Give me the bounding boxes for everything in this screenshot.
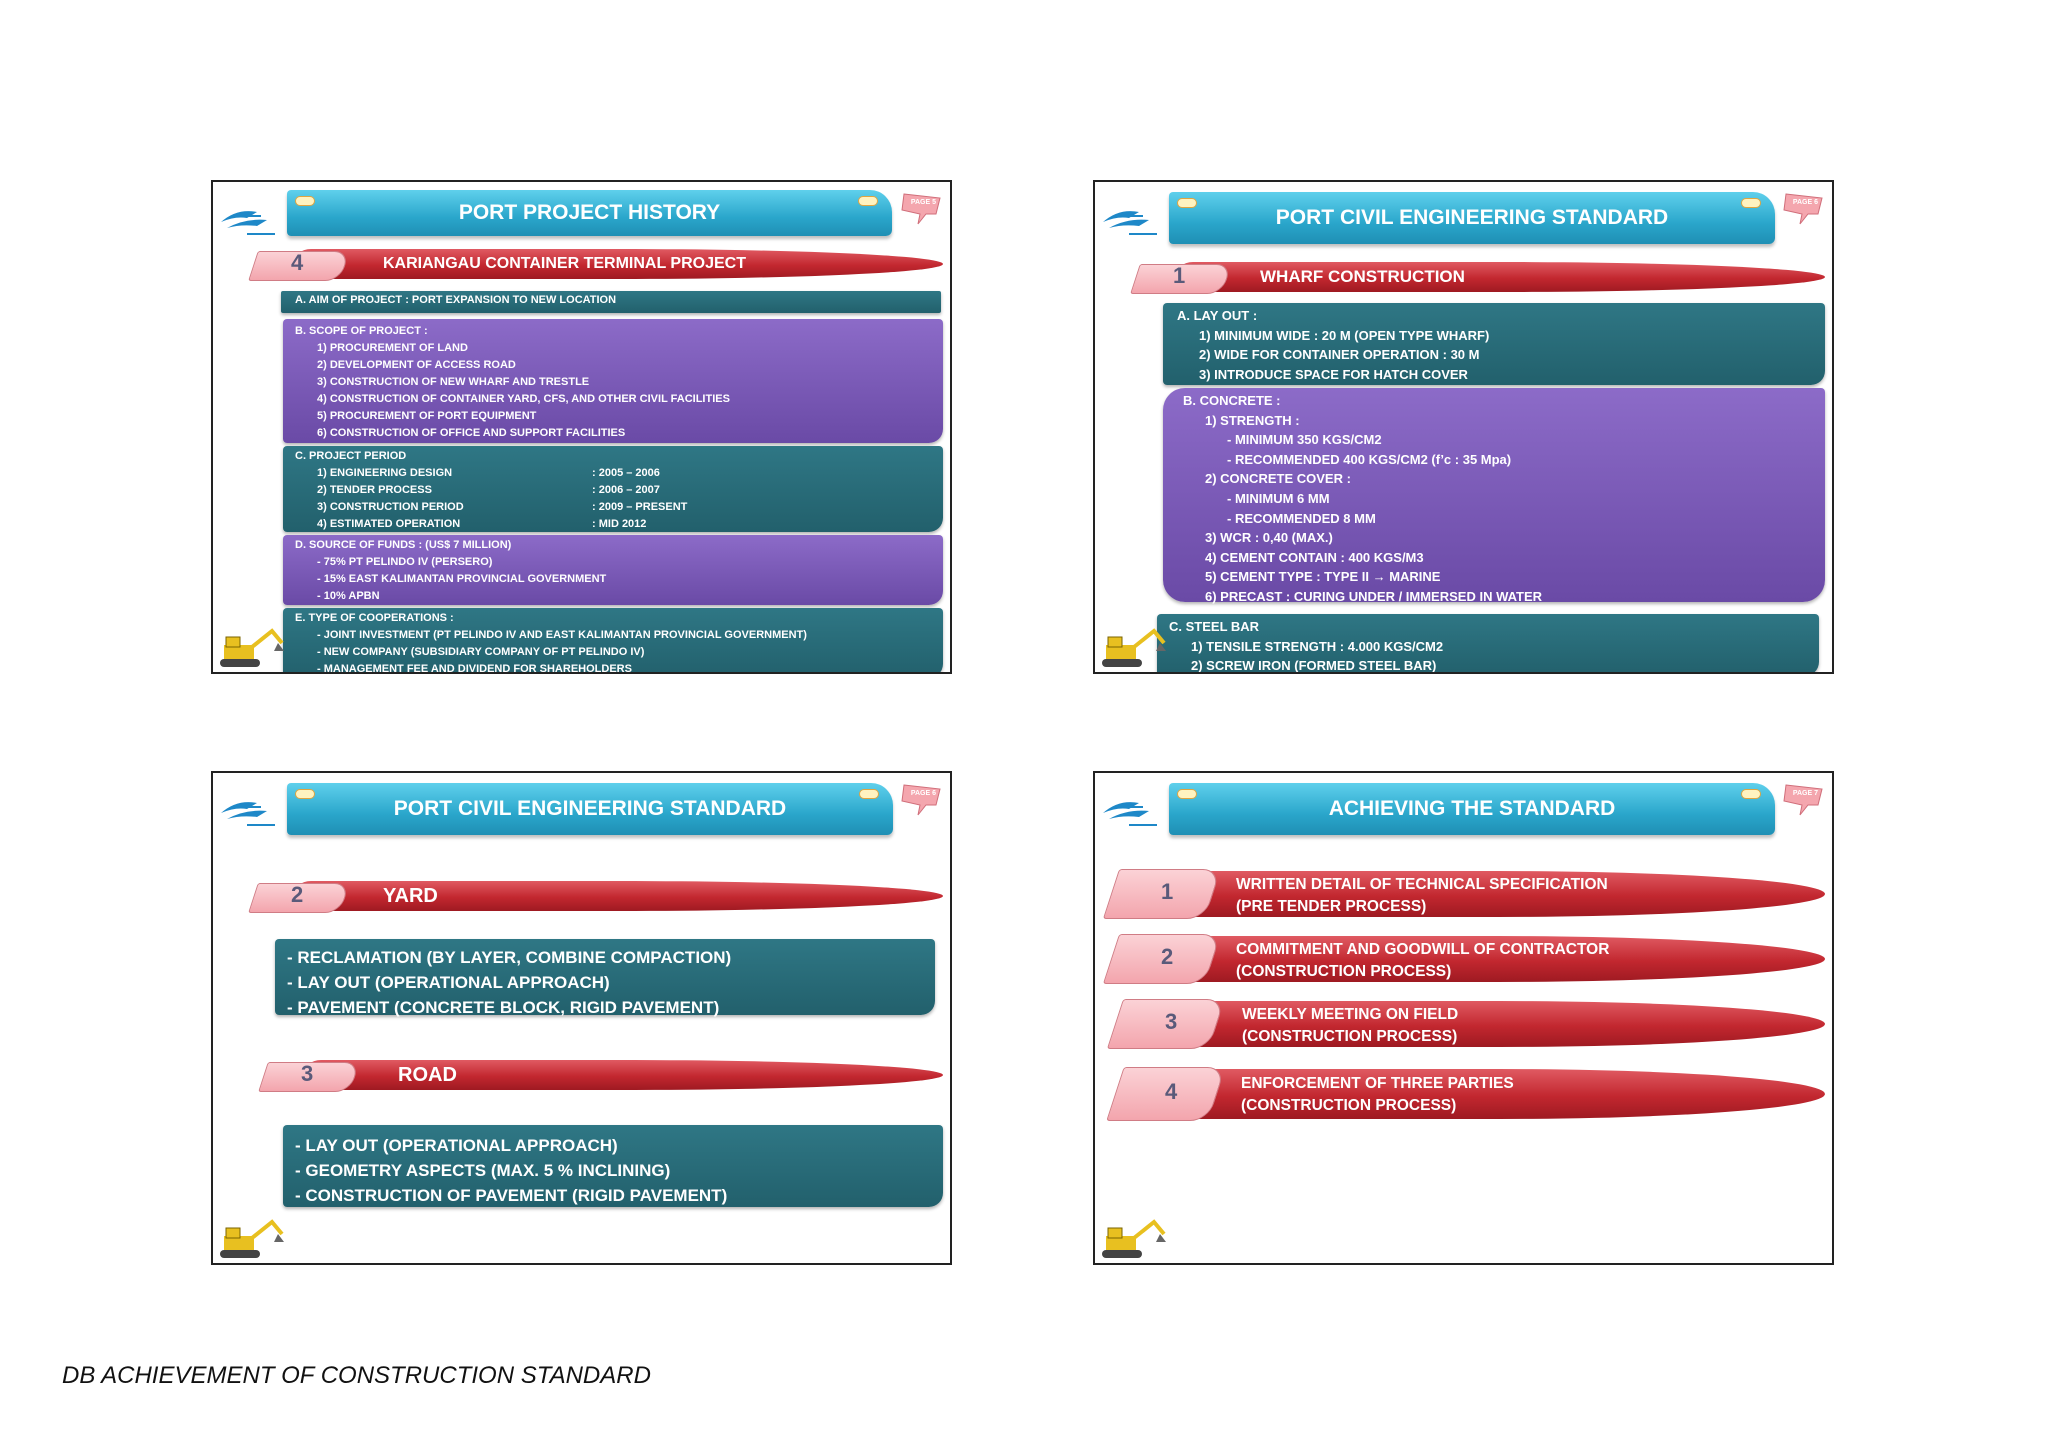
concrete-line: 1) STRENGTH : (1205, 412, 1300, 428)
concrete-line: - MINIMUM 350 KGS/CM2 (1227, 432, 1382, 448)
period-value: : MID 2012 (592, 518, 647, 530)
slide-title-banner (287, 783, 893, 835)
coop-item: - MANAGEMENT FEE AND DIVIDEND FOR SHAREHOLDERS (317, 663, 632, 674)
slide-port-project-history (211, 180, 952, 674)
page-tag-icon (1782, 190, 1826, 226)
scope-item: 5) PROCUREMENT OF PORT EQUIPMENT (317, 410, 537, 422)
company-logo-icon (217, 791, 279, 831)
yard-box (275, 939, 935, 1015)
concrete-line: - RECOMMENDED 8 MM (1227, 510, 1376, 526)
period-value: : 2005 – 2006 (592, 467, 660, 479)
achieve-number: 1 (1161, 879, 1174, 904)
aim-text: A. AIM OF PROJECT : PORT EXPANSION TO NEW LOCATION (295, 294, 617, 306)
section-ribbon (1135, 260, 1825, 294)
page-tag-label: PAGE 6 (1792, 199, 1818, 206)
period-row (317, 516, 943, 533)
concrete-box (1163, 388, 1825, 602)
period-label: 4) ESTIMATED OPERATION (317, 518, 461, 530)
yard-number: 2 (291, 882, 304, 907)
achieve-line2: (CONSTRUCTION PROCESS) (1236, 963, 1452, 980)
layout-box (1163, 303, 1825, 385)
slide-title-banner (287, 190, 892, 236)
period-label: 1) ENGINEERING DESIGN (317, 467, 453, 479)
yard-title: YARD (383, 884, 438, 907)
slide-wharf-standard (1093, 180, 1834, 674)
slide-title: ACHIEVING THE STANDARD (1328, 797, 1616, 820)
concrete-line: 3) WCR : 0,40 (MAX.) (1205, 530, 1333, 546)
road-title: ROAD (398, 1063, 457, 1086)
page-tag-icon (900, 781, 944, 817)
layout-item: 2) WIDE FOR CONTAINER OPERATION : 30 M (1199, 347, 1480, 362)
page-tag-icon (900, 190, 944, 226)
achieve-line1: WEEKLY MEETING ON FIELD (1242, 1006, 1459, 1023)
coop-item: - JOINT INVESTMENT (PT PELINDO IV AND EAST KALIMANTAN PROVINCIAL GOVERNMENT) (317, 629, 807, 641)
section-number: 1 (1173, 263, 1186, 288)
company-logo-icon (1099, 200, 1161, 240)
yard-ribbon (253, 879, 943, 913)
achieve-line1: COMMITMENT AND GOODWILL OF CONTRACTOR (1236, 941, 1610, 958)
scope-item: 4) CONSTRUCTION OF CONTAINER YARD, CFS, AND OTHER CIVIL FACILITIES (317, 393, 730, 405)
concrete-line: 5) CEMENT TYPE : TYPE II → MARINE (1205, 569, 1441, 585)
period-label: 2) TENDER PROCESS (317, 484, 432, 496)
achieve-line2: (CONSTRUCTION PROCESS) (1242, 1028, 1458, 1045)
period-label: 3) CONSTRUCTION PERIOD (317, 501, 464, 513)
scope-item: 1) PROCUREMENT OF LAND (317, 342, 468, 354)
concrete-line: 2) CONCRETE COVER : (1205, 471, 1351, 487)
funds-item: - 15% EAST KALIMANTAN PROVINCIAL GOVERNMENT (317, 573, 607, 585)
slide-title: PORT CIVIL ENGINEERING STANDARD (393, 797, 787, 820)
period-value: : 2009 – PRESENT (592, 501, 688, 513)
steel-title: C. STEEL BAR (1169, 619, 1260, 634)
period-row (317, 499, 943, 516)
aim-box (281, 291, 941, 313)
scope-item: 3) CONSTRUCTION OF NEW WHARF AND TRESTLE (317, 376, 590, 388)
road-item: - LAY OUT (OPERATIONAL APPROACH) (295, 1136, 618, 1155)
layout-title: A. LAY OUT : (1177, 308, 1258, 323)
slide-yard-road-standard (211, 771, 952, 1265)
road-number: 3 (301, 1061, 314, 1086)
road-item: - GEOMETRY ASPECTS (MAX. 5 % INCLINING) (295, 1161, 671, 1180)
achieve-line1: WRITTEN DETAIL OF TECHNICAL SPECIFICATION (1236, 876, 1608, 893)
period-title: C. PROJECT PERIOD (295, 450, 407, 462)
company-logo-icon (1099, 791, 1161, 831)
road-ribbon (263, 1058, 943, 1092)
slide-achieving-standard (1093, 771, 1834, 1265)
page-tag-label: PAGE 5 (910, 199, 936, 206)
section-title: KARIANGAU CONTAINER TERMINAL PROJECT (383, 255, 746, 272)
coop-title: E. TYPE OF COOPERATIONS : (295, 612, 454, 624)
achieve-line1: ENFORCEMENT OF THREE PARTIES (1241, 1075, 1514, 1092)
yard-item: - PAVEMENT (CONCRETE BLOCK, RIGID PAVEMENT) (287, 998, 720, 1017)
page-tag-icon (1782, 781, 1826, 817)
yard-item: - LAY OUT (OPERATIONAL APPROACH) (287, 973, 610, 992)
concrete-line: 6) PRECAST : CURING UNDER / IMMERSED IN WATER (1205, 588, 1543, 604)
concrete-line: 4) CEMENT CONTAIN : 400 KGS/M3 (1205, 549, 1424, 565)
page-tag-label: PAGE 6 (910, 790, 936, 797)
section-ribbon (253, 247, 943, 281)
excavator-icon (1098, 1216, 1168, 1260)
steel-box (1157, 614, 1819, 674)
section-title: WHARF CONSTRUCTION (1260, 267, 1465, 286)
period-value: : 2006 – 2007 (592, 484, 660, 496)
achieve-item (1111, 934, 1825, 984)
period-row (317, 465, 943, 482)
concrete-line: - MINIMUM 6 MM (1227, 490, 1330, 506)
road-item: - CONSTRUCTION OF PAVEMENT (RIGID PAVEMENT) (295, 1186, 728, 1205)
steel-item: 2) SCREW IRON (FORMED STEEL BAR) (1191, 658, 1437, 673)
yard-item: - RECLAMATION (BY LAYER, COMBINE COMPACTION) (287, 948, 732, 967)
achieve-number: 3 (1165, 1009, 1178, 1034)
scope-title: B. SCOPE OF PROJECT : (295, 325, 428, 337)
excavator-icon (216, 625, 286, 669)
concrete-line: - RECOMMENDED 400 KGS/CM2 (f’c : 35 Mpa) (1227, 451, 1512, 467)
funds-item: - 75% PT PELINDO IV (PERSERO) (317, 556, 493, 568)
section-number: 4 (291, 250, 304, 275)
scope-item: 6) CONSTRUCTION OF OFFICE AND SUPPORT FACILITIES (317, 427, 626, 439)
slide-title-banner (1169, 783, 1775, 835)
achieve-line2: (CONSTRUCTION PROCESS) (1241, 1097, 1457, 1114)
achieve-item (1111, 869, 1825, 919)
achieve-number: 2 (1161, 944, 1174, 969)
scope-item: 2) DEVELOPMENT OF ACCESS ROAD (317, 359, 516, 371)
funds-box (283, 535, 943, 605)
period-box (283, 446, 943, 532)
layout-item: 3) INTRODUCE SPACE FOR HATCH COVER (1199, 366, 1468, 382)
coop-item: - NEW COMPANY (SUBSIDIARY COMPANY OF PT PELINDO IV) (317, 646, 645, 658)
funds-title: D. SOURCE OF FUNDS : (US$ 7 MILLION) (295, 539, 512, 551)
funds-item: - 10% APBN (317, 590, 380, 602)
slide-title-banner (1169, 192, 1775, 244)
slide-title: PORT CIVIL ENGINEERING STANDARD (1275, 206, 1669, 229)
road-box (283, 1125, 943, 1207)
scope-box (283, 319, 943, 443)
achieve-number: 4 (1165, 1079, 1178, 1104)
period-row (317, 482, 943, 499)
steel-item: 1) TENSILE STRENGTH : 4.000 KGS/CM2 (1191, 638, 1444, 654)
cooperation-box (283, 608, 943, 674)
company-logo-icon (217, 200, 279, 240)
achieve-item (1115, 999, 1825, 1049)
achieve-line2: (PRE TENDER PROCESS) (1236, 898, 1427, 915)
excavator-icon (216, 1216, 286, 1260)
excavator-icon (1098, 625, 1168, 669)
layout-item: 1) MINIMUM WIDE : 20 M (OPEN TYPE WHARF) (1199, 327, 1490, 343)
document-footer: DB ACHIEVEMENT OF CONSTRUCTION STANDARD (62, 1362, 651, 1389)
page-tag-label: PAGE 7 (1792, 790, 1818, 797)
achieve-item (1115, 1067, 1825, 1121)
slide-title: PORT PROJECT HISTORY (458, 201, 721, 224)
concrete-title: B. CONCRETE : (1183, 393, 1281, 408)
